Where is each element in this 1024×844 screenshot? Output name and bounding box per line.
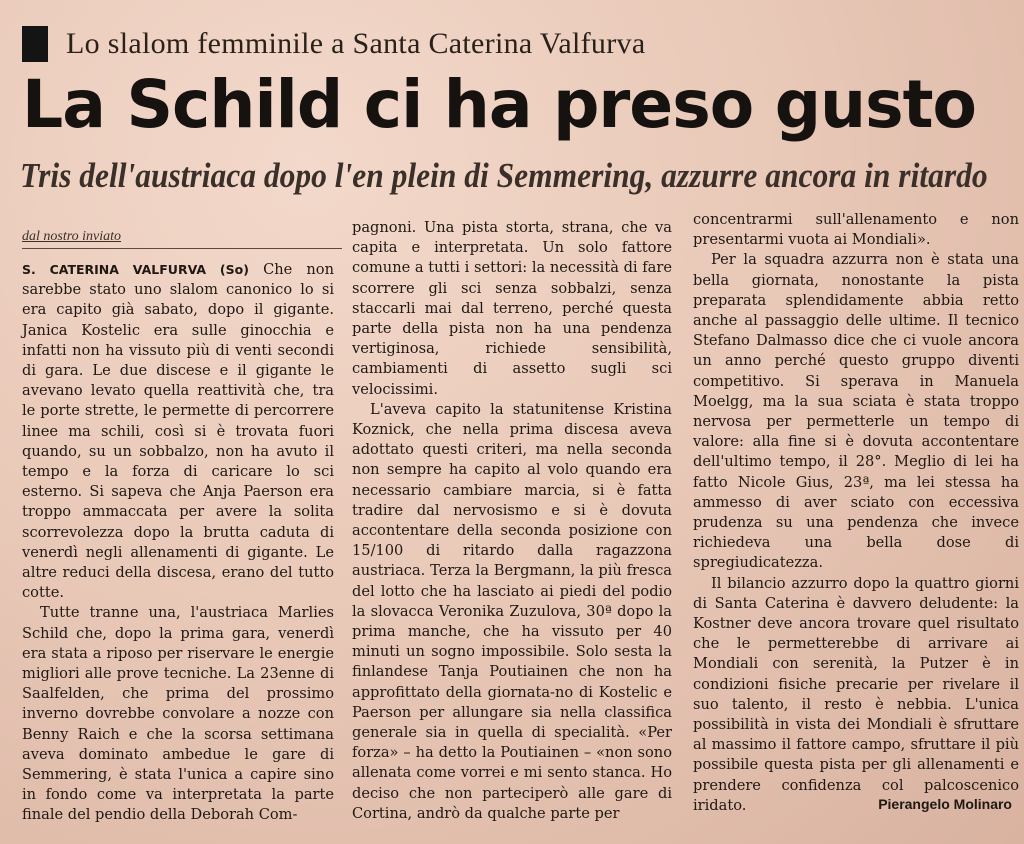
byline-top: dal nostro inviato xyxy=(22,229,122,244)
byline-rule xyxy=(22,248,342,249)
paragraph: Tutte tranne una, l'austriaca Marlies Schild che, dopo la prima gara, venerdì era stata a riposo per riservare le energie migliori alle prove tecniche. La 23enne di Saalfelden, che prima del prossimo inverno dovrebbe convolare a nozze con Benny Raich e che la scorsa settimana aveva dominato ambedue le gare di Semmering, è stata l'unica a capire sino in fondo come va interpretata la parte finale del pendio della Deborah Com- xyxy=(22,604,334,824)
author-signature: Pierangelo Molinaro xyxy=(878,796,1012,812)
column-3 xyxy=(693,210,1019,816)
paragraph: L'aveva capito la statunitense Kristina Koznick, che nella prima discesa aveva adottato questi criteri, ma nella seconda non sempre ha capito al volo quando era necessario cambiare marcia, si è fatta tradire dal nervosismo e si è dovuta accontentare della seconda posizione con 15/100 di ritardo dalla ragazzona austriaca. Terza la Bergmann, la più fresca del lotto che ha lasciato ai piedi del podio la slovacca Veronika Zuzulova, 30ª dopo la prima manche, che ha vissuto per 40 minuti un sogno impossibile. Solo sesta la finlandese Tanja Poutiainen che non ha approfittato della giornata-no di Kostelic e Paerson per allungare sia nella classifica generale sia in quella di specialità. «Per forza» – ha detto la Poutiainen – «non sono allenata come vorrei e mi sento stanca. Ho deciso che non parteciperò alle gare di Cortina, andrò da qualche parte per xyxy=(352,400,672,822)
kicker-row xyxy=(22,24,645,64)
kicker: Lo slalom femminile a Santa Caterina Valfurva xyxy=(66,27,646,60)
headline: La Schild ci ha preso gusto xyxy=(22,66,977,143)
paragraph: Il bilancio azzurro dopo la quattro giorni di Santa Caterina è davvero deludente: la Kostner deve ancora trovare quel risultato che le permetterebbe di arrivare ai Mondiali con serenità, la Putzer è in condizioni fisiche precarie per rivelare il suo talento, il resto è nebbia. L'unica possibilità in vista dei Mondiali è sfruttare al massimo il fattore campo, sfruttare il più possibile questa pista per gli allenamenti e prendere confidenza col palcoscenico iridato. xyxy=(693,574,1019,814)
kicker-marker xyxy=(22,26,48,62)
dateline: S. CATERINA VALFURVA (So) xyxy=(22,262,249,277)
subheadline: Tris dell'austriaca dopo l'en plein di Semmering, azzurre ancora in ritardo xyxy=(20,156,988,195)
paragraph: concentrarmi sull'allenamento e non presentarmi vuota ai Mondiali». xyxy=(693,211,1019,249)
paragraph: pagnoni. Una pista storta, strana, che va capita e interpretata. Un solo fattore comune a tutti i settori: la necessità di fare scorrere gli sci senza sobbalzi, senza staccarli mai dal terreno, perché questa parte della pista non ha una pendenza vertiginosa, richiede sensibilità, cambiamenti di assetto sugli sci velocissimi. xyxy=(352,219,672,398)
column-1 xyxy=(22,260,334,826)
column-2 xyxy=(352,218,672,824)
paragraph xyxy=(22,260,334,603)
paragraph: Per la squadra azzurra non è stata una bella giornata, nonostante la pista preparata splendidamente abbia retto anche al passaggio delle ultime. Il tecnico Stefano Dalmasso dice che ci vuole ancora un anno perché questo gruppo diventi competitivo. Si sperava in Manuela Moelgg, ma la sua sciata è stata troppo nervosa per permetterle un tempo di valore: alla fine si è dovuta accontentare dell'ultimo tempo, il 28°. Meglio di lei ha fatto Nicole Gius, 23ª, ma lei stessa ha ammesso di aver sciato con eccessiva prudenza su una pendenza che invece richiedeva una bella dose di spregiudicatezza. xyxy=(693,251,1019,572)
paragraph-text: Che non sarebbe stato uno slalom canonico lo si era capito già sabato, dopo il gigante. Janica Kostelic era sulle ginocchia e infatti non ha vissuto più di venti secondi di gara. Le due discese e il gigante le avevano levato quella reattività che, tra le porte strette, le permette di percorrere linee ma schili, così si è trovata fuori quando, su un sobbalzo, non ha avuto il tempo e la forza di caricare lo sci esterno. Si sapeva che Anja Paerson era troppo ammaccata per avere la solita scorrevolezza dopo la brutta caduta di venerdì negli allenamenti di gigante. Le altre reduci della discesa, erano del tutto cotte. xyxy=(22,261,334,602)
